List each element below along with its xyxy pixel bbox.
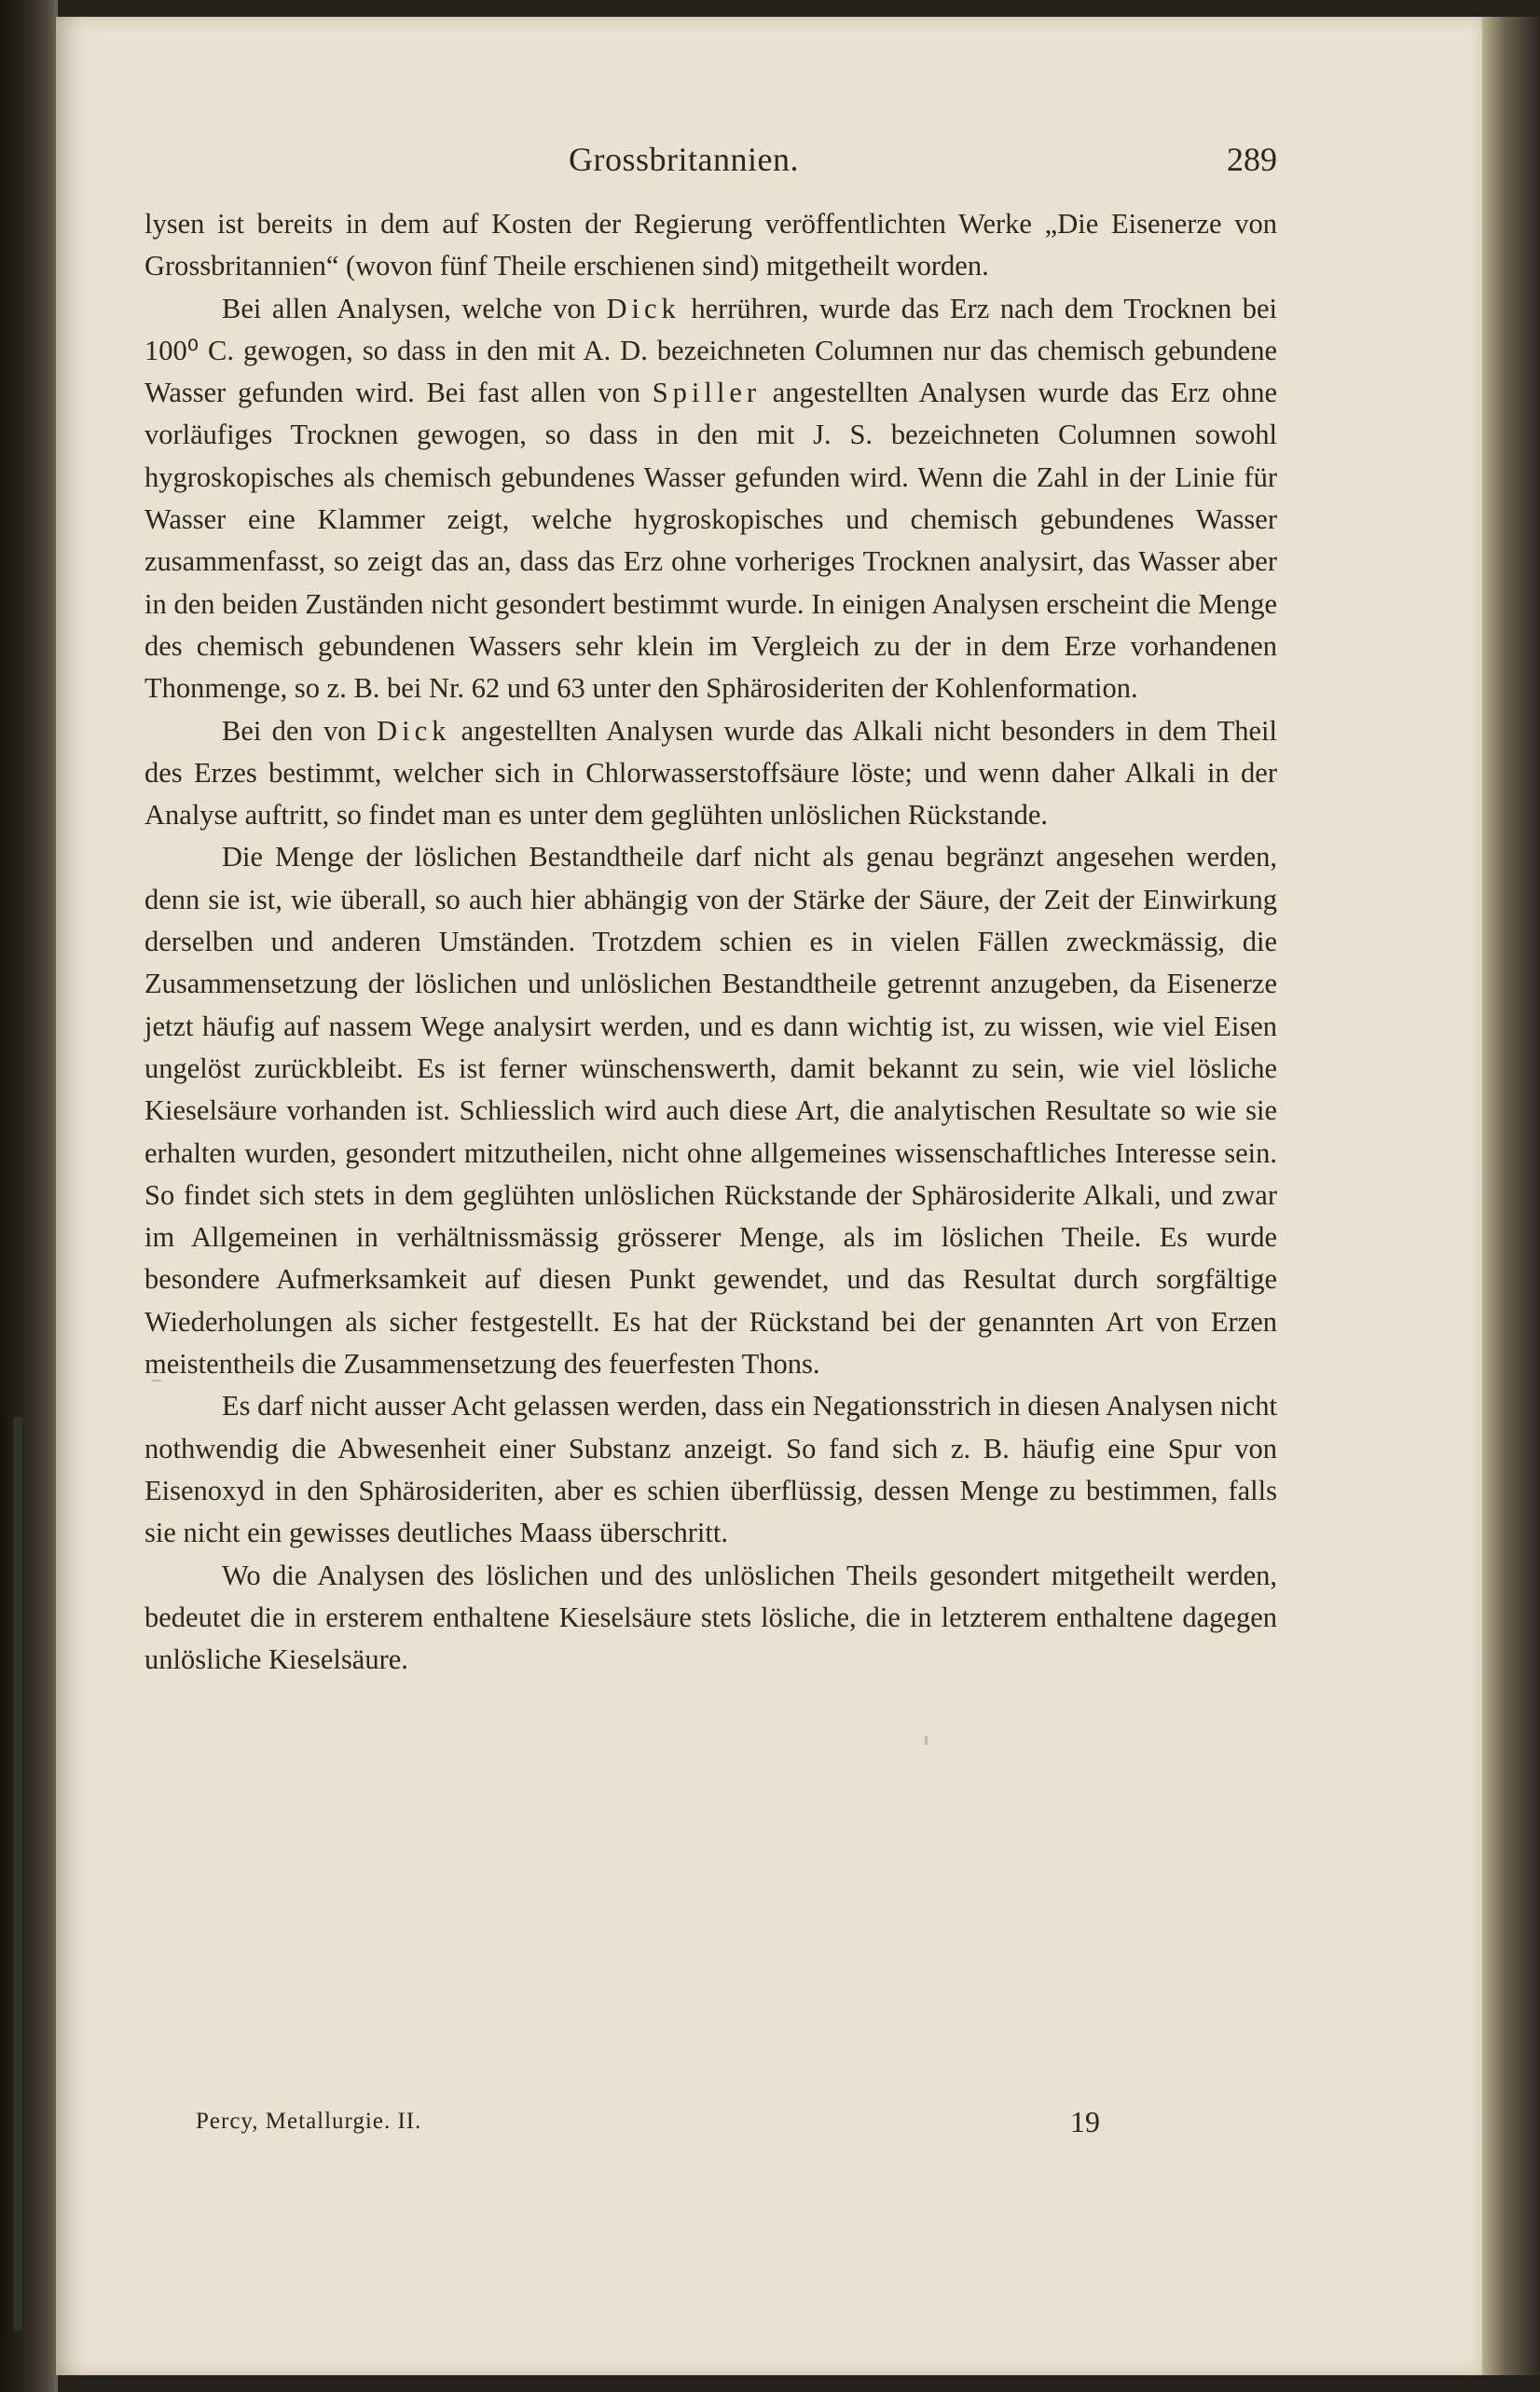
body-text [144, 203, 1277, 1681]
book-binding [0, 0, 58, 2392]
paragraph-4-text: Die Menge der löslichen Bestandtheile darf nicht als genau begränzt angesehen werden, denn sie ist, wie überall, so auch hier abhängig von der Stärke der Säure, der Zeit der Einwirkung derselben und anderen Umständen. Trotzdem schien es in vielen Fällen zweckmässig, die Zusammensetzung der löslichen und unlöslichen Bestandtheile getrennt anzugeben, da Eisenerze jetzt häufig auf nassem Wege analysirt werden, und es dann wichtig ist, zu wissen, wie viel Eisen ungelöst zurückbleibt. Es ist ferner wünschenswerth, damit bekannt zu sein, wie viel lösliche Kieselsäure vorhanden ist. Schliesslich wird auch diese Art, die analytischen Resultate so wie sie erhalten wurden, gesondert mitzutheilen, nicht ohne allgemeines wissenschaftliches Interesse sein. So findet sich stets in dem geglühten unlöslichen Rückstande der Sphärosiderite Alkali, und zwar im Allgemeinen in verhältnissmässig grösserer Menge, als im löslichen Theile. Es wurde besondere Aufmerksamkeit auf diesen Punkt gewendet, und das Resultat durch sorgfältige Wiederholungen als sicher festgestellt. Es hat der Rückstand bei der genannten Art von Erzen meistentheils die Zusammensetzung des feuerfesten Thons. [144, 841, 1277, 1381]
author-name-spiller: Spiller [652, 377, 762, 409]
running-head [144, 140, 1277, 186]
paragraph-3 [144, 710, 1277, 837]
page-edge-shadow [1482, 17, 1540, 2375]
author-name-dick: Dick [606, 292, 681, 324]
paragraph-3-text-a: Bei den von [222, 714, 378, 747]
paragraph-1 [144, 203, 1277, 288]
running-title: Grossbritannien. [569, 141, 799, 178]
paragraph-2-text-a: Bei allen Analysen, welche von [222, 292, 607, 324]
paragraph-1-text: lysen ist bereits in dem auf Kosten der Regierung veröffentlichten Werke „Die Eisenerze von Grossbritannien“ (wovon fünf Theile erschienen sind) mitgetheilt worden. [144, 208, 1277, 282]
paragraph-5-text: Es darf nicht ausser Acht gelassen werden, dass ein Negationsstrich in diesen Analysen nicht nothwendig die Abwesenheit einer Substanz anzeigt. So fand sich z. B. häufig eine Spur von Eisenoxyd in den Sphärosideriten, aber es schien überflüssig, dessen Menge zu bestimmen, falls sie nicht ein gewisses deutliches Maass überschritt. [144, 1390, 1277, 1549]
paragraph-6 [144, 1555, 1277, 1682]
paper-speck [925, 1736, 928, 1745]
paper-speck [152, 1380, 161, 1382]
signature-title: Percy, Metallurgie. II. [196, 2109, 422, 2134]
page-number: 289 [1227, 141, 1277, 178]
paragraph-5 [144, 1385, 1277, 1554]
paragraph-6-text: Wo die Analysen des löslichen und des unlöslichen Theils gesondert mitgetheilt werden, bedeutet die in ersterem enthaltene Kieselsäure stets lösliche, die in letzterem enthaltene dagegen unlösliche Kieselsäure. [144, 1559, 1277, 1676]
signature-number: 19 [1070, 2105, 1100, 2138]
paragraph-3-text-b: angestellten Analysen wurde das Alkali nicht besonders in dem Theil des Erzes bestimmt, welcher sich in Chlorwasserstoffsäure löste; und wenn daher Alkali in der Analyse auftritt, so findet man es unter dem geglühten unlöslichen Rückstande. [144, 714, 1277, 832]
author-name-dick-2: Dick [377, 714, 451, 747]
binding-strap [13, 1417, 22, 2330]
paragraph-2-text-c: angestellten Analysen wurde das Erz ohne vorläufiges Trocknen gewogen, so dass in den mit J. S. bezeichneten Columnen sowohl hygroskopisches als chemisch gebundenes Wasser gefunden wird. Wenn die Zahl in der Linie für Wasser eine Klammer zeigt, welche hygroskopisches und chemisch gebundenes Wasser zusammenfasst, so zeigt das an, dass das Erz ohne vorheriges Trocknen analysirt, das Wasser aber in den beiden Zuständen nicht gesondert bestimmt wurde. In einigen Analysen erscheint die Menge des chemisch gebundenen Wassers sehr klein im Vergleich zu der in dem Erze vorhandenen Thonmenge, so z. B. bei Nr. 62 und 63 unter den Sphärosideriten der Kohlenformation. [144, 377, 1277, 705]
paragraph-2-text-b: herrühren, wurde das Erz nach dem Trocknen bei 100⁰ C. gewogen, so dass in den mit A. D. bezeichneten Columnen nur das chemisch gebundene Wasser gefunden wird. Bei fast allen von [144, 292, 1277, 409]
paragraph-2 [144, 288, 1277, 710]
printer-signature [196, 2105, 1128, 2146]
paragraph-4 [144, 836, 1277, 1385]
